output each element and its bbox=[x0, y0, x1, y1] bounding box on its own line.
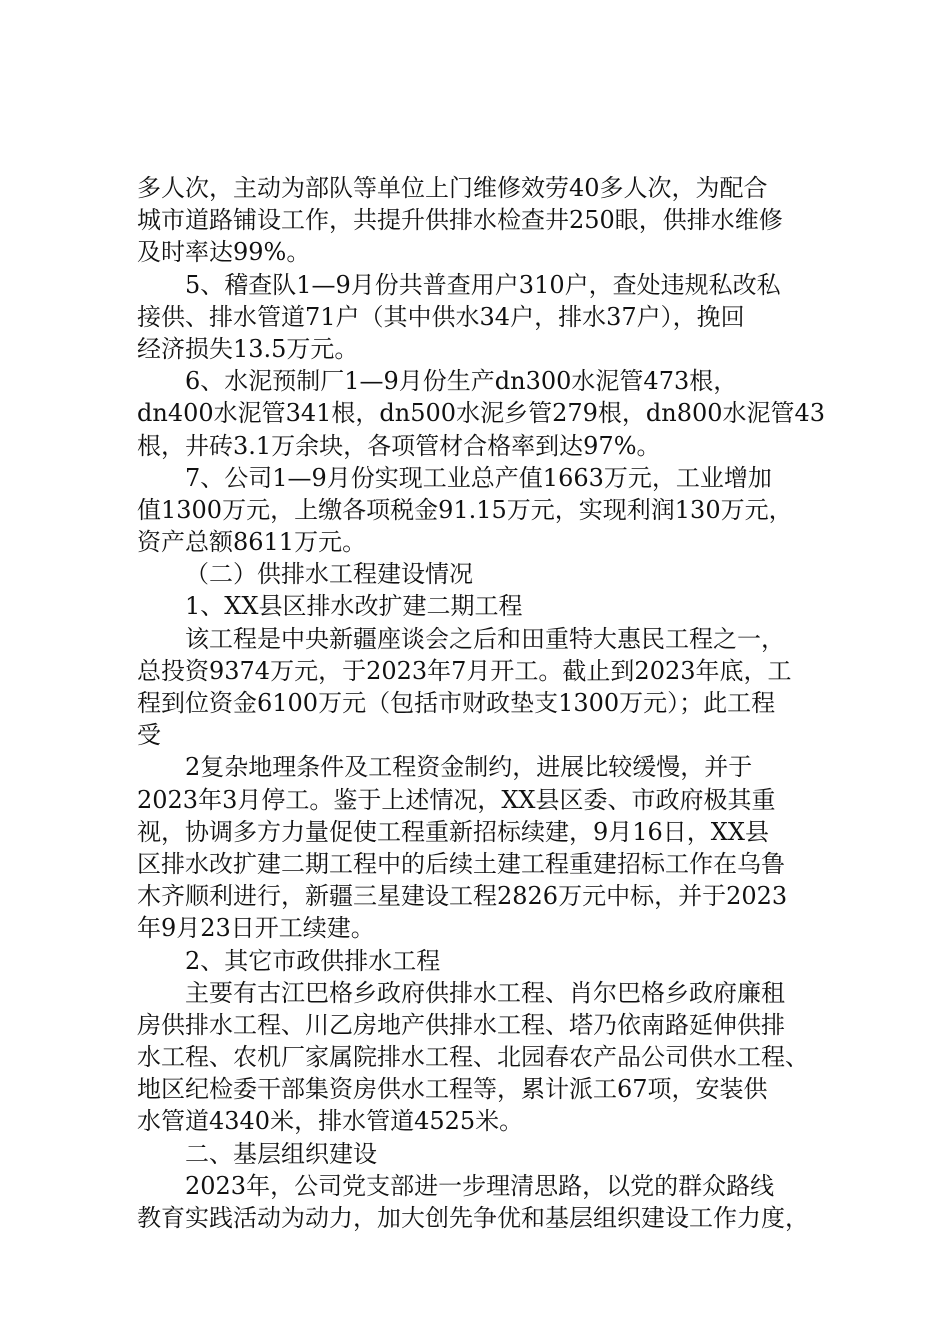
text-line: 水管道4340米，排水管道4525米。 bbox=[137, 1107, 524, 1136]
text-line: 二、基层组织建设 bbox=[185, 1139, 377, 1168]
text-line: 区排水改扩建二期工程中的后续土建工程重建招标工作在乌鲁 bbox=[137, 849, 785, 878]
text-line: 多人次，主动为部队等单位上门维修效劳40多人次，为配合 bbox=[137, 174, 768, 202]
text-line: 程到位资金6100万元（包括市财政垫支1300万元）；此工程 bbox=[137, 689, 776, 717]
text-line: 教育实践活动为动力，加大创先争优和基层组织建设工作力度， bbox=[137, 1204, 809, 1232]
text-line: 视，协调多方力量促使工程重新招标续建，9月16日，XX县 bbox=[137, 817, 769, 846]
text-line: 2复杂地理条件及工程资金制约，进展比较缓慢，并于 bbox=[185, 753, 753, 782]
text-line: 水工程、农机厂家属院排水工程、北园春农产品公司供水工程、 bbox=[137, 1043, 809, 1072]
text-line: 木齐顺利进行，新疆三星建设工程2826万元中标，并于2023 bbox=[137, 882, 788, 911]
text-line: 房供排水工程、川乙房地产供排水工程、塔乃依南路延伸供排 bbox=[137, 1010, 785, 1039]
text-line: 该工程是中央新疆座谈会之后和田重特大惠民工程之一， bbox=[185, 624, 785, 653]
text-line: 2、其它市政供排水工程 bbox=[185, 946, 441, 975]
text-line: dn400水泥管341根，dn500水泥乡管279根，dn800水泥管43 bbox=[137, 399, 826, 428]
text-line: 值1300万元，上缴各项税金91.15万元，实现利润130万元， bbox=[137, 495, 793, 524]
text-line: 经济损失13.5万元。 bbox=[137, 334, 359, 363]
text-line: 6、水泥预制厂1—9月份生产dn300水泥管473根， bbox=[185, 367, 738, 396]
text-line: 7、公司1—9月份实现工业总产值1663万元，工业增加 bbox=[185, 463, 772, 492]
text-line: 5、稽查队1—9月份共普查用户310户，查处违规私改私 bbox=[185, 270, 781, 299]
text-line: 2023年，公司党支部进一步理清思路，以党的群众路线 bbox=[185, 1171, 775, 1200]
text-line: 资产总额8611万元。 bbox=[137, 528, 367, 557]
text-line: 2023年3月停工。鉴于上述情况，XX县区委、市政府极其重 bbox=[137, 785, 776, 814]
text-line: 年9月23日开工续建。 bbox=[137, 914, 375, 943]
text-line: 总投资9374万元，于2023年7月开工。截止到2023年底，工 bbox=[137, 656, 792, 685]
text-line: 1、XX县区排水改扩建二期工程 bbox=[185, 592, 523, 621]
text-line: 受 bbox=[137, 721, 161, 750]
text-line: （二）供排水工程建设情况 bbox=[185, 560, 473, 589]
text-line: 主要有古江巴格乡政府供排水工程、肖尔巴格乡政府廉租 bbox=[185, 978, 785, 1007]
text-line: 根，井砖3.1万余块，各项管材合格率到达97%。 bbox=[137, 431, 661, 460]
body-text bbox=[137, 172, 837, 1234]
text-line: 及时率达99%。 bbox=[137, 238, 311, 267]
text-line: 城市道路铺设工作，共提升供排水检查井250眼，供排水维修 bbox=[137, 206, 783, 235]
text-line: 接供、排水管道71户（其中供水34户，排水37户），挽回 bbox=[137, 302, 745, 331]
text-line: 地区纪检委干部集资房供水工程等，累计派工67项，安装供 bbox=[137, 1075, 768, 1104]
